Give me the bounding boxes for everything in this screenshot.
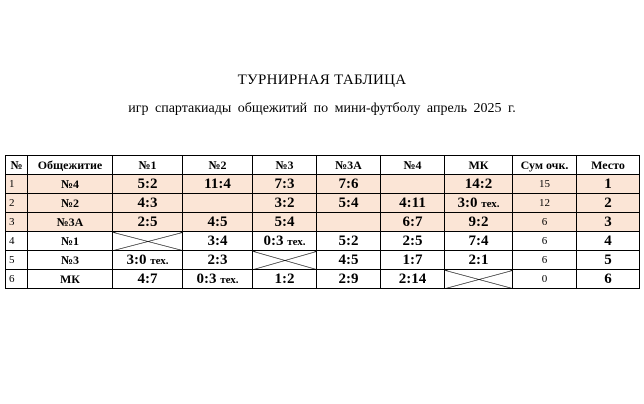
result-cell bbox=[317, 175, 381, 194]
no-game-cell bbox=[253, 251, 317, 270]
result-cell bbox=[113, 175, 183, 194]
row-num: 4 bbox=[6, 232, 28, 251]
no-game-cell bbox=[183, 194, 253, 213]
place-cell: 3 bbox=[577, 213, 640, 232]
points-cell: 6 bbox=[513, 232, 577, 251]
header-vs-3a: №3А bbox=[317, 156, 381, 175]
score: 0:3 bbox=[263, 232, 284, 249]
result-cell bbox=[317, 232, 381, 251]
score: 2:14 bbox=[398, 270, 427, 287]
table-row bbox=[6, 270, 640, 289]
place-cell: 2 bbox=[577, 194, 640, 213]
table-row bbox=[6, 194, 640, 213]
score: 1:2 bbox=[274, 270, 295, 287]
score: 4:5 bbox=[338, 251, 359, 268]
score: 5:4 bbox=[274, 213, 295, 230]
score: 14:2 bbox=[464, 175, 493, 192]
header-vs-2: №2 bbox=[183, 156, 253, 175]
result-cell bbox=[381, 213, 445, 232]
place-cell: 5 bbox=[577, 251, 640, 270]
no-game-cell bbox=[113, 232, 183, 251]
row-num: 3 bbox=[6, 213, 28, 232]
result-cell bbox=[317, 270, 381, 289]
result-cell bbox=[253, 213, 317, 232]
result-cell bbox=[253, 232, 317, 251]
result-cell bbox=[381, 194, 445, 213]
page-subtitle: игр спартакиады общежитий по мини-футболу апрель 2025 г. bbox=[128, 101, 516, 116]
table-row bbox=[6, 213, 640, 232]
score: 7:6 bbox=[338, 175, 359, 192]
result-cell bbox=[445, 175, 513, 194]
no-game-cell bbox=[445, 270, 513, 289]
score: 5:4 bbox=[338, 194, 359, 211]
result-cell bbox=[183, 270, 253, 289]
score: 9:2 bbox=[468, 213, 489, 230]
score: 2:5 bbox=[402, 232, 423, 249]
result-cell bbox=[381, 251, 445, 270]
header-team: Общежитие bbox=[28, 156, 113, 175]
header-num: № bbox=[6, 156, 28, 175]
result-cell bbox=[183, 232, 253, 251]
place-cell: 1 bbox=[577, 175, 640, 194]
standings-table bbox=[5, 155, 640, 289]
result-cell bbox=[183, 251, 253, 270]
result-cell bbox=[445, 251, 513, 270]
page-title: ТУРНИРНАЯ ТАБЛИЦА bbox=[237, 72, 407, 88]
score: 11:4 bbox=[204, 175, 231, 192]
score: 2:5 bbox=[137, 213, 158, 230]
points-cell: 15 bbox=[513, 175, 577, 194]
team-name: №1 bbox=[28, 232, 113, 251]
score: 4:11 bbox=[399, 194, 426, 211]
score: 4:5 bbox=[207, 213, 228, 230]
score: 0:3 bbox=[196, 270, 217, 287]
no-game-cell bbox=[317, 213, 381, 232]
tech-mark: тех. bbox=[481, 197, 500, 210]
header-vs-mk: МК bbox=[445, 156, 513, 175]
score: 3:4 bbox=[207, 232, 228, 249]
row-num: 5 bbox=[6, 251, 28, 270]
team-name: МК bbox=[28, 270, 113, 289]
result-cell bbox=[381, 232, 445, 251]
score: 3:0 bbox=[126, 251, 147, 268]
result-cell bbox=[113, 251, 183, 270]
result-cell bbox=[253, 194, 317, 213]
score: 7:3 bbox=[274, 175, 295, 192]
place-cell: 4 bbox=[577, 232, 640, 251]
score: 4:3 bbox=[137, 194, 158, 211]
result-cell bbox=[253, 270, 317, 289]
score: 4:7 bbox=[137, 270, 158, 287]
result-cell bbox=[183, 175, 253, 194]
score: 5:2 bbox=[137, 175, 158, 192]
row-num: 6 bbox=[6, 270, 28, 289]
score: 2:3 bbox=[207, 251, 228, 268]
score: 1:7 bbox=[402, 251, 423, 268]
header-vs-3: №3 bbox=[253, 156, 317, 175]
points-cell: 6 bbox=[513, 213, 577, 232]
header-row bbox=[6, 156, 640, 175]
result-cell bbox=[183, 213, 253, 232]
result-cell bbox=[445, 232, 513, 251]
team-name: №3 bbox=[28, 251, 113, 270]
header-place: Место bbox=[577, 156, 640, 175]
table-row bbox=[6, 175, 640, 194]
team-name: №3А bbox=[28, 213, 113, 232]
points-cell: 6 bbox=[513, 251, 577, 270]
score: 6:7 bbox=[402, 213, 423, 230]
header-vs-4: №4 bbox=[381, 156, 445, 175]
score: 3:0 bbox=[457, 194, 478, 211]
no-game-cell bbox=[381, 175, 445, 194]
team-name: №2 bbox=[28, 194, 113, 213]
tech-mark: тех. bbox=[287, 235, 306, 248]
team-name: №4 bbox=[28, 175, 113, 194]
row-num: 2 bbox=[6, 194, 28, 213]
result-cell bbox=[445, 213, 513, 232]
result-cell bbox=[253, 175, 317, 194]
score: 2:9 bbox=[338, 270, 359, 287]
result-cell bbox=[113, 194, 183, 213]
place-cell: 6 bbox=[577, 270, 640, 289]
result-cell bbox=[317, 251, 381, 270]
table-row bbox=[6, 251, 640, 270]
header-points: Сум очк. bbox=[513, 156, 577, 175]
score: 3:2 bbox=[274, 194, 295, 211]
table-row bbox=[6, 232, 640, 251]
result-cell bbox=[317, 194, 381, 213]
points-cell: 12 bbox=[513, 194, 577, 213]
header-vs-1: №1 bbox=[113, 156, 183, 175]
tech-mark: тех. bbox=[220, 273, 239, 286]
result-cell bbox=[113, 270, 183, 289]
result-cell bbox=[113, 213, 183, 232]
row-num: 1 bbox=[6, 175, 28, 194]
result-cell bbox=[445, 194, 513, 213]
tech-mark: тех. bbox=[150, 254, 169, 267]
score: 5:2 bbox=[338, 232, 359, 249]
score: 2:1 bbox=[468, 251, 489, 268]
points-cell: 0 bbox=[513, 270, 577, 289]
score: 7:4 bbox=[468, 232, 489, 249]
result-cell bbox=[381, 270, 445, 289]
